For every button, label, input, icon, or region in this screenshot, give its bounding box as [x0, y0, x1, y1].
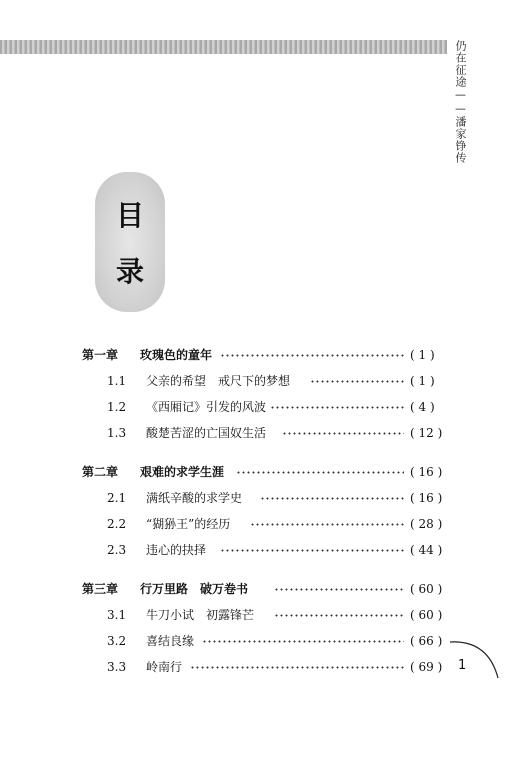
page-ref: ( 1 ) — [410, 374, 435, 388]
page-ref: ( 28 ) — [410, 517, 443, 531]
page-ref: ( 1 ) — [410, 348, 435, 362]
chapter-entry[interactable] — [0, 346, 505, 364]
page-ref: ( 60 ) — [410, 608, 443, 622]
leader-dots — [310, 380, 404, 383]
section-number: 3.3 — [107, 660, 127, 674]
section-title: 酸楚苦涩的亡国奴生活 — [146, 426, 267, 440]
leader-dots — [250, 523, 404, 526]
leader-dots — [270, 406, 404, 409]
section-title: “猢狲王”的经历 — [146, 517, 231, 531]
section-title: 《西厢记》引发的风波 — [146, 400, 267, 414]
section-number: 1.2 — [107, 400, 127, 414]
title-separator: —— — [454, 88, 467, 116]
chapter-number: 第二章 — [82, 465, 119, 479]
section-number: 1.3 — [107, 426, 127, 440]
section-number: 2.1 — [107, 491, 127, 505]
chapter-title: 艰难的求学生涯 — [140, 465, 225, 479]
toc-heading-char-2: 录 — [115, 255, 144, 288]
section-title: 岭南行 — [146, 660, 183, 674]
toc-heading-char-1: 目 — [115, 199, 144, 232]
section-entry[interactable] — [0, 372, 505, 390]
chapter-title: 玫瑰色的童年 — [140, 348, 213, 362]
chapter-number: 第三章 — [82, 582, 119, 596]
page-ref: ( 66 ) — [410, 634, 443, 648]
section-entry[interactable] — [0, 541, 505, 559]
leader-dots — [282, 432, 404, 435]
section-entry[interactable] — [0, 658, 505, 676]
leader-dots — [190, 666, 404, 669]
page-ref: ( 4 ) — [410, 400, 435, 414]
section-number: 1.1 — [107, 374, 127, 388]
section-title: 喜结良缘 — [146, 634, 195, 648]
page-ref: ( 60 ) — [410, 582, 443, 596]
leader-dots — [260, 497, 404, 500]
section-entry[interactable] — [0, 424, 505, 442]
page-ref: ( 16 ) — [410, 491, 443, 505]
page-ref: ( 69 ) — [410, 660, 443, 674]
section-entry[interactable] — [0, 398, 505, 416]
page-number: 1 — [458, 658, 467, 673]
section-title: 父亲的希望 戒尺下的梦想 — [146, 374, 291, 388]
chapter-number: 第一章 — [82, 348, 119, 362]
leader-dots — [220, 354, 404, 357]
leader-dots — [220, 549, 404, 552]
page-ref: ( 16 ) — [410, 465, 443, 479]
section-title: 满纸辛酸的求学史 — [146, 491, 243, 505]
section-number: 2.2 — [107, 517, 127, 531]
corner-arc-decoration — [448, 640, 505, 720]
chapter-entry[interactable] — [0, 580, 505, 598]
page-ref: ( 44 ) — [410, 543, 443, 557]
chapter-title: 行万里路 破万卷书 — [140, 582, 249, 596]
chapter-entry[interactable] — [0, 463, 505, 481]
section-title: 违心的抉择 — [146, 543, 207, 557]
section-number: 3.2 — [107, 634, 127, 648]
leader-dots — [202, 640, 404, 643]
leader-dots — [274, 614, 404, 617]
section-entry[interactable] — [0, 632, 505, 650]
section-number: 2.3 — [107, 543, 127, 557]
page-ref: ( 12 ) — [410, 426, 443, 440]
section-entry[interactable] — [0, 489, 505, 507]
section-number: 3.1 — [107, 608, 127, 622]
leader-dots — [236, 471, 404, 474]
section-title: 牛刀小试 初露锋芒 — [146, 608, 255, 622]
book-subtitle: 潘家铮传 — [454, 116, 467, 164]
leader-dots — [274, 588, 404, 591]
section-entry[interactable] — [0, 606, 505, 624]
book-title: 仍在征途 — [454, 40, 467, 88]
section-entry[interactable] — [0, 515, 505, 533]
